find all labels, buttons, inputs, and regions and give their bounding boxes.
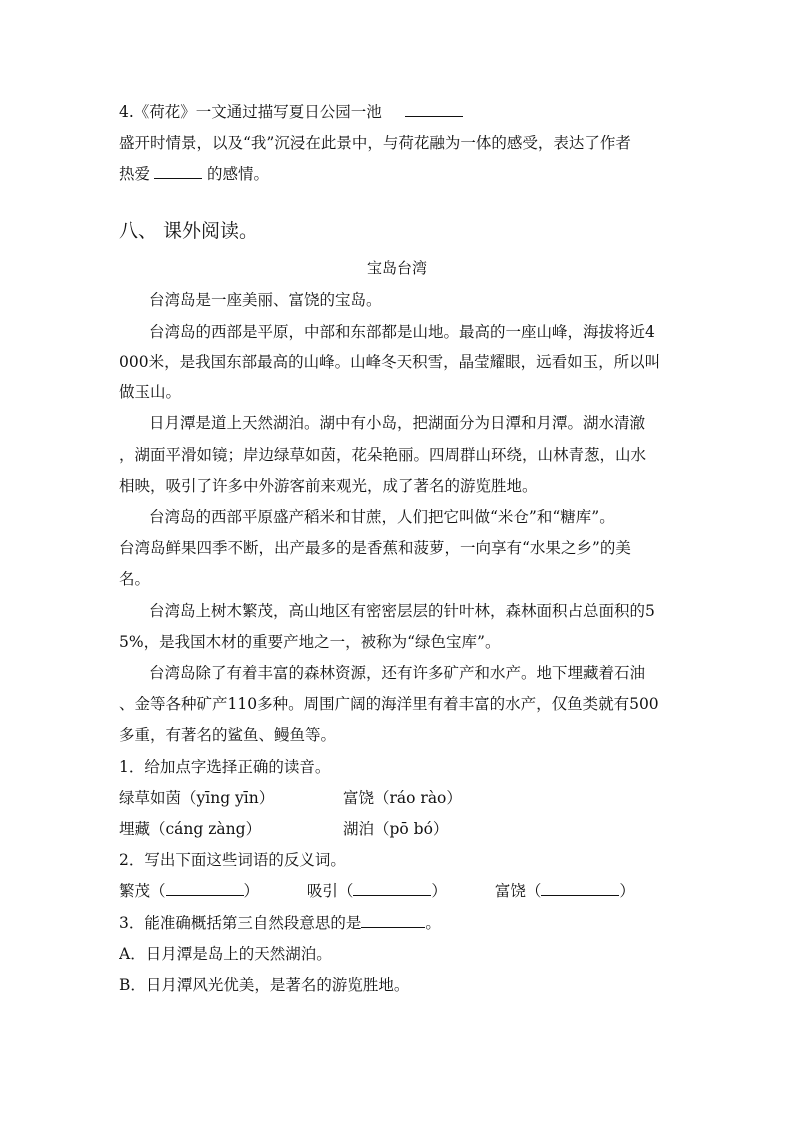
paragraph-2-line: 台湾岛的西部是平原，中部和东部都是山地。最高的一座山峰，海拔将近4 [149,323,655,341]
q4-text: 的感情。 [202,165,269,183]
pinyin-choice[interactable]: 湖泊（pō bó） [343,820,449,838]
option-b[interactable]: B．日月潭风光优美，是著名的游览胜地。 [119,976,410,994]
answer-blank[interactable] [541,881,619,896]
paragraph-5-line: 台湾岛上树木繁茂，高山地区有密密层层的针叶林，森林面积占总面积的5 [149,602,655,620]
passage-title: 宝岛台湾 [366,259,427,277]
answer-blank[interactable] [405,102,463,117]
paragraph-6-line: 、金等各种矿产110多种。周围广阔的海洋里有着丰富的水产，仅鱼类就有500 [119,695,659,713]
question-4-line-2: 盛开时情景，以及“我”沉浸在此景中，与荷花融为一体的感受，表达了作者 [119,134,631,152]
answer-blank[interactable] [154,164,202,179]
answer-blank[interactable] [353,881,431,896]
paragraph-6-line: 台湾岛除了有着丰富的森林资源，还有许多矿产和水产。地下埋藏着石油 [149,664,646,682]
question-4-line-1 [119,102,679,122]
q4-text: 热爱 [119,165,151,183]
answer-blank[interactable] [361,913,425,928]
section-8-heading: 八、 课外阅读。 [119,220,259,242]
pinyin-choice[interactable]: 绿草如茵（yīng yīn） [119,789,275,807]
q3-text: 。 [425,914,441,932]
paragraph-2-line: 000米，是我国东部最高的山峰。山峰冬天积雪，晶莹耀眼，远看如玉，所以叫 [119,353,661,371]
paragraph-3-line: 日月潭是道上天然湖泊。湖中有小岛，把湖面分为日潭和月潭。湖水清澈 [149,414,646,432]
question-1-prompt: 1．给加点字选择正确的读音。 [119,758,331,776]
question-2-answers [119,881,679,901]
paragraph-3-line: 相映，吸引了许多中外游客前来观光，成了著名的游览胜地。 [119,477,538,495]
question-1-row-1 [119,788,679,808]
bracket: ） [431,882,447,900]
question-1-row-2 [119,819,679,839]
pinyin-choice[interactable]: 埋藏（cáng zàng） [119,820,262,838]
paragraph-4-line: 名。 [119,570,151,588]
question-2-prompt: 2．写出下面这些词语的反义词。 [119,851,346,869]
paragraph-1: 台湾岛是一座美丽、富饶的宝岛。 [149,291,382,309]
question-4-line-3 [119,164,679,184]
paragraph-6-line: 多重，有著名的鲨鱼、鳗鱼等。 [119,726,337,744]
pinyin-choice[interactable]: 富饶（ráo rào） [343,789,462,807]
paragraph-3-line: ，湖面平滑如镜；岸边绿草如茵，花朵艳丽。四周群山环绕，山林青葱，山水 [119,446,647,464]
option-a[interactable]: A．日月潭是岛上的天然湖泊。 [119,945,332,963]
q3-text: 3．能准确概括第三自然段意思的是 [119,914,362,932]
paragraph-2-line: 做玉山。 [119,383,182,401]
antonym-label: 富饶（ [494,882,542,900]
question-3-prompt [119,913,679,933]
antonym-label: 吸引（ [306,882,354,900]
paragraph-4-line: 台湾岛鲜果四季不断，出产最多的是香蕉和菠萝，一向享有“水果之乡”的美 [119,539,631,557]
answer-blank[interactable] [166,881,244,896]
paragraph-5-line: 5%，是我国木材的重要产地之一，被称为“绿色宝库”。 [119,633,501,651]
q4-text: 4.《荷花》一文通过描写夏日公园一池 [119,103,382,121]
paragraph-4-line: 台湾岛的西部平原盛产稻米和甘蔗，人们把它叫做“米仓”和“糖库”。 [149,508,615,526]
bracket: ） [243,882,260,900]
antonym-label: 繁茂（ [119,882,166,900]
bracket: ） [619,882,635,900]
